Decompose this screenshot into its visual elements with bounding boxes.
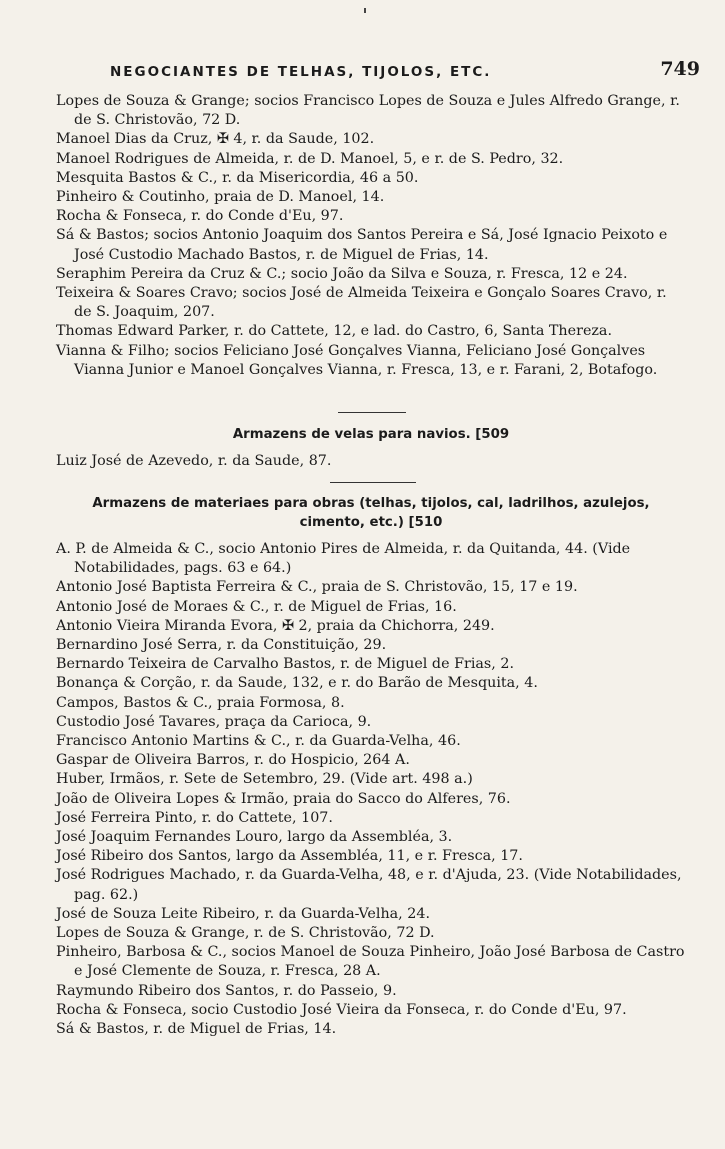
list-item: Gaspar de Oliveira Barros, r. do Hospicio, 264 A. xyxy=(56,752,410,769)
page-header xyxy=(110,58,700,88)
entries-velas xyxy=(56,452,686,471)
list-item: Mesquita Bastos & C., r. da Misericordia, 46 a 50. xyxy=(56,169,419,186)
list-item: Bernardo Teixeira de Carvalho Bastos, r. de Miguel de Frias, 2. xyxy=(56,656,514,673)
list-item: Vianna & Filho; socios Feliciano José Gonçalves Vianna, Feliciano José Gonçalves Vianna Junior e Manoel Gonçalves Vianna, r. Fresca, 13, e r. Farani, 2, Botafogo. xyxy=(56,342,658,378)
list-item: José Ribeiro dos Santos, largo da Assembléa, 11, e r. Fresca, 17. xyxy=(56,848,523,865)
section-heading-velas: Armazens de velas para navios. [509 xyxy=(232,427,510,442)
section-divider xyxy=(338,412,406,413)
list-item: Huber, Irmãos, r. Sete de Setembro, 29. (Vide art. 498 a.) xyxy=(56,771,473,788)
list-item: José de Souza Leite Ribeiro, r. da Guarda-Velha, 24. xyxy=(56,905,431,922)
list-item: Pinheiro, Barbosa & C., socios Manoel de Souza Pinheiro, João José Barbosa de Castro e José Clemente de Souza, r. Fresca, 28 A. xyxy=(56,944,685,980)
list-item: Antonio José Baptista Ferreira & C., praia de S. Christovão, 15, 17 e 19. xyxy=(56,579,578,596)
list-item: Pinheiro & Coutinho, praia de D. Manoel, 14. xyxy=(56,189,385,206)
list-item: Bonança & Corção, r. da Saude, 132, e r. do Barão de Mesquita, 4. xyxy=(56,675,538,692)
list-item: Francisco Antonio Martins & C., r. da Guarda-Velha, 46. xyxy=(56,733,461,750)
list-item: Teixeira & Soares Cravo; socios José de Almeida Teixeira e Gonçalo Soares Cravo, r. de S. Joaquim, 207. xyxy=(56,285,667,321)
list-item: Lopes de Souza & Grange, r. de S. Christovão, 72 D. xyxy=(56,925,435,942)
list-item: Sá & Bastos, r. de Miguel de Frias, 14. xyxy=(56,1021,337,1038)
section-heading-materiaes-line1: Armazens de materiaes para obras (telhas, tijolos, cal, ladrilhos, azulejos, xyxy=(92,496,650,511)
list-item: Rocha & Fonseca, socio Custodio José Vieira da Fonseca, r. do Conde d'Eu, 97. xyxy=(56,1001,627,1018)
running-title: NEGOCIANTES DE TELHAS, TIJOLOS, ETC. xyxy=(110,64,492,80)
list-item: A. P. de Almeida & C., socio Antonio Pires de Almeida, r. da Quitanda, 44. (Vide Notabilidades, pags. 63 e 64.) xyxy=(56,541,631,577)
print-mark xyxy=(364,8,366,13)
section-heading-materiaes-line2: cimento, etc.) [510 xyxy=(299,515,443,530)
list-item: Seraphim Pereira da Cruz & C.; socio João da Silva e Souza, r. Fresca, 12 e 24. xyxy=(56,265,628,282)
entries-group-1 xyxy=(56,92,686,380)
list-item: José Joaquim Fernandes Louro, largo da Assembléa, 3. xyxy=(56,829,453,846)
list-item: Antonio José de Moraes & C., r. de Miguel de Frias, 16. xyxy=(56,598,457,615)
list-item: Manoel Dias da Cruz, ✠ 4, r. da Saude, 102. xyxy=(56,131,375,148)
list-item: Thomas Edward Parker, r. do Cattete, 12, e lad. do Castro, 6, Santa Thereza. xyxy=(56,323,613,340)
list-item: José Rodrigues Machado, r. da Guarda-Velha, 48, e r. d'Ajuda, 23. (Vide Notabilidades, pag. 62.) xyxy=(56,867,682,903)
list-item: Campos, Bastos & C., praia Formosa, 8. xyxy=(56,694,345,711)
list-item: Luiz José de Azevedo, r. da Saude, 87. xyxy=(56,453,332,469)
list-item: Bernardino José Serra, r. da Constituição, 29. xyxy=(56,637,387,654)
entries-materiaes xyxy=(56,540,686,1039)
list-item: Lopes de Souza & Grange; socios Francisco Lopes de Souza e Jules Alfredo Grange, r. de S. Christovão, 72 D. xyxy=(56,93,680,129)
list-item: Raymundo Ribeiro dos Santos, r. do Passeio, 9. xyxy=(56,982,397,999)
list-item: Manoel Rodrigues de Almeida, r. de D. Manoel, 5, e r. de S. Pedro, 32. xyxy=(56,150,564,167)
list-item: Rocha & Fonseca, r. do Conde d'Eu, 97. xyxy=(56,208,344,225)
list-item: Sá & Bastos; socios Antonio Joaquim dos Santos Pereira e Sá, José Ignacio Peixoto e José Custodio Machado Bastos, r. de Miguel de Frias, 14. xyxy=(56,227,668,263)
list-item: Antonio Vieira Miranda Evora, ✠ 2, praia da Chichorra, 249. xyxy=(56,617,495,634)
section-divider xyxy=(330,482,416,483)
page-number: 749 xyxy=(660,58,700,80)
list-item: Custodio José Tavares, praça da Carioca, 9. xyxy=(56,713,372,730)
list-item: José Ferreira Pinto, r. do Cattete, 107. xyxy=(56,809,333,826)
list-item: João de Oliveira Lopes & Irmão, praia do Sacco do Alferes, 76. xyxy=(56,790,511,807)
